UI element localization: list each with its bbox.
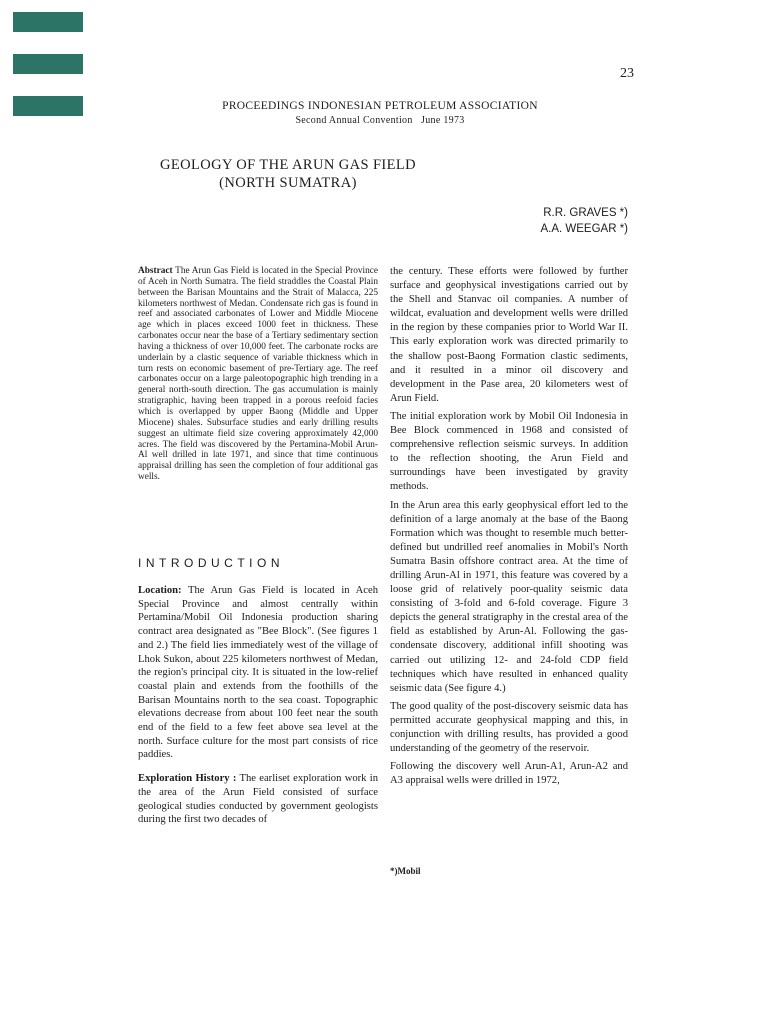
right-paragraph-5: Following the discovery well Arun-A1, Arun-A2 and A3 appraisal wells were drilled in 1972, [390, 761, 628, 787]
footnote: *)Mobil [390, 866, 421, 876]
convention-subheader: Second Annual Convention June 1973 [295, 115, 465, 126]
left-column-body [138, 584, 378, 827]
exploration-label: Exploration History : [138, 773, 237, 785]
abstract-label: Abstract [138, 266, 173, 276]
right-paragraph-2: The initial exploration work by Mobil Oil Indonesia in Bee Block commenced in 1968 and consisted of comprehensive reflection seismic surveys. In addition to the reflection shooting, the Arun Field and surroundings have been investigated by gravity methods. [390, 410, 628, 493]
abstract-text: The Arun Gas Field is located in the Special Province of Aceh in North Sumatra. The field straddles the Coastal Plain between the Barisan Mountains and the Strait of Malacca, 225 kilometers northwest of Medan. Condensate rich gas is found in reef and associated carbonates of Lower and Middle Miocene age which in places exceed 1000 feet in thickness. These carbonates occur near the base of a Tertiary sedimentary section having a thickness of over 10,000 feet. The carbonate rocks are underlain by a clastic sequence of variable thickness which in turn rests on economic basement of pre-Tertiary age. The reef carbonates occur on a large paleotopographic high trending in a general north-south direction. The gas accumulation is mainly stratigraphic, having been trapped in a porous reefoid facies which is overlapped by upper Baong (Middle and Upper Miocene) shales. Subsurface studies and early drilling results suggest an ultimate field size covering approximately 42,000 acres. The field was discovered by the Pertamina-Mobil Arun-Al well drilled in late 1971, and since that time continuous appraisal drilling has seen the completion of four additional gas wells. [138, 266, 378, 483]
proceedings-header: PROCEEDINGS INDONESIAN PETROLEUM ASSOCIATION [222, 100, 538, 112]
right-column-body [390, 265, 628, 788]
binder-tab-2 [13, 54, 83, 74]
location-label: Location: [138, 585, 182, 596]
author-1: R.R. GRAVES *) [543, 207, 628, 219]
authors [500, 205, 628, 237]
right-paragraph-1: the century. These efforts were followed by further surface and geophysical investigations carried out by the Shell and Stanvac oil companies. A number of wildcat, evaluation and development wells were drilled in the region by these companies prior to World War II. This early exploration work was directed primarily to the shallow post-Baong Formation clastic sediments, and it resulted in a minor oil discovery and development in the Pase area, 20 kilometers west of Arun Field. [390, 266, 628, 404]
page-number: 23 [620, 66, 634, 81]
title-line-2: (NORTH SUMATRA) [219, 175, 357, 191]
right-paragraph-4: The good quality of the post-discovery seismic data has permitted accurate geophysical mapping and this, in conjunction with drilling results, has provided a good understanding of the geometry of the reservoir. [390, 700, 628, 755]
title-line-1: GEOLOGY OF THE ARUN GAS FIELD [159, 157, 417, 173]
location-paragraph [138, 584, 378, 762]
binder-tab-3 [13, 96, 83, 116]
exploration-paragraph [138, 772, 378, 827]
binder-tab-1 [13, 12, 83, 32]
right-paragraph-3: In the Arun area this early geophysical effort led to the definition of a large anomaly at the base of the Baong Formation which was thought to resemble much better-defined but undrilled reef anomalies in Mobil's North Sumatra Basin offshore contract area. At the time of drilling Arun-Al in 1971, this feature was covered by a loose grid of relatively poor-quality seismic data consisting of 3-fold and 6-fold coverage. Figure 3 depicts the general stratigraphy in the crestal area of the field as established by Arun-Al. Following the gas-condensate discovery, additional infill shooting was carried out utilizing 12- and 24-fold CDP field techniques which have resulted in enhanced quality seismic data (See figure 4.) [390, 499, 628, 694]
exploration-text: The earliset exploration work in the area of the Arun Field consisted of surface geological studies conducted by government geologists during the first two decades of [138, 773, 378, 826]
abstract [138, 266, 378, 483]
author-2: A.A. WEEGAR *) [540, 223, 628, 235]
introduction-heading: INTRODUCTION [138, 556, 284, 570]
paper-title [138, 156, 438, 192]
location-text: The Arun Gas Field is located in Aceh Special Province and almost centrally within Pertamina/Mobil Oil Indonesia production sharing contract area designated as "Bee Block". (See figures 1 and 2.) The field lies immediately west of the village of Lhok Sukon, about 225 kilometers northwest of Medan, the region's principal city. It is situated in the low-relief coastal plain and extends from the foothills of the Barisan Mountains north to the sea coast. Topographic elevations decrease from about 100 feet near the south end of the field to a few feet above sea level at the north. Surface culture for the most part consists of rice paddies. [138, 585, 379, 761]
